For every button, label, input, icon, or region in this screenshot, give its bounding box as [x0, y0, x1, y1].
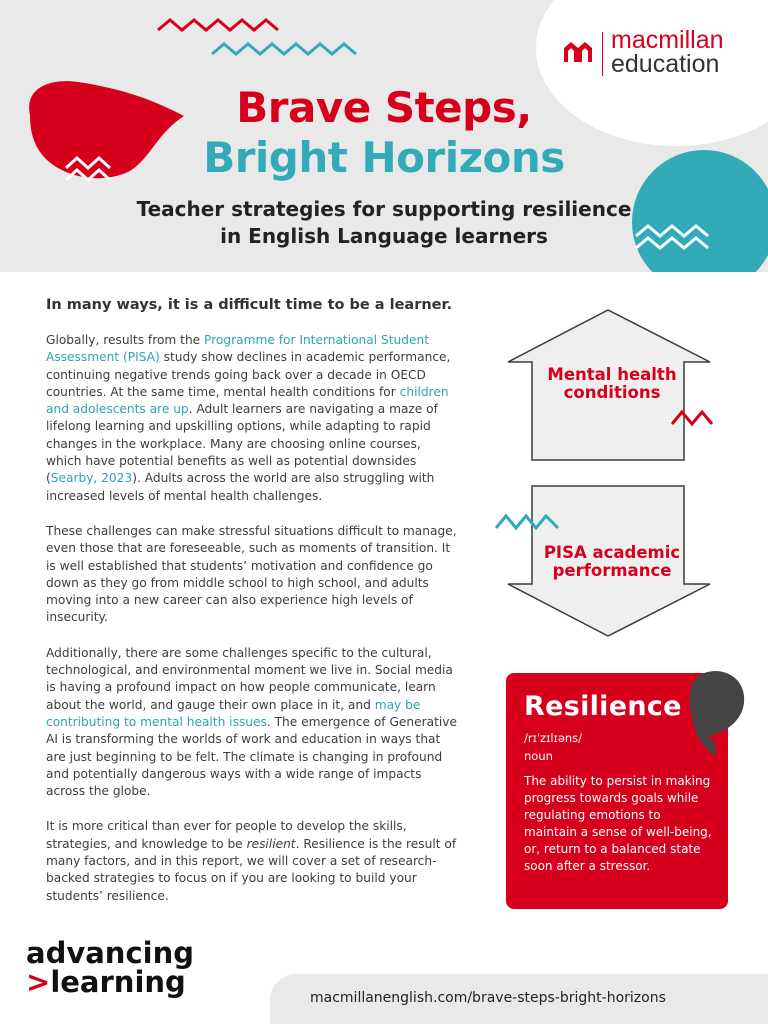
subtitle-line2: in English Language learners [220, 224, 548, 248]
tagline-line2: learning [50, 965, 186, 999]
trend-arrows [488, 306, 728, 646]
p4-text-2: . Resilience is the result of many factors, and in this report, we will cover a set of research-backed strategies to focus on if you are looking to build your students’ resilience. [46, 836, 457, 903]
logo-line2: education [611, 50, 720, 78]
card-part-of-speech: noun [524, 749, 553, 763]
up-arrow-label [518, 366, 706, 402]
p1-text-1: Globally, results from the [46, 333, 205, 347]
searby-link[interactable]: Searby, 2023 [50, 471, 133, 486]
up-label-line2: conditions [563, 383, 661, 402]
p4-emphasis: resilient [246, 836, 296, 851]
paragraph-2: These challenges can make stressful situations difficult to manage, even those that are foreseeable, such as moments of transition. It is well established that students’ motivation and confidence go down as they go from middle school to high school, and adults moving into a new career can also experience high levels of insecurity. [46, 523, 457, 625]
footer-url-link[interactable]: macmillanenglish.com/brave-steps-bright-horizons [310, 990, 666, 1006]
zigzag-red-top [158, 20, 278, 30]
subtitle [80, 196, 688, 250]
tagline-arrow: > [26, 965, 51, 999]
intro-heading: In many ways, it is a difficult time to be a learner. [46, 297, 453, 313]
card-pronunciation: /rɪˈzɪlɪəns/ [524, 731, 583, 745]
pisa-link[interactable]: Programme for International Student Assessment (PISA) [46, 333, 429, 365]
subtitle-line1: Teacher strategies for supporting resilience [136, 197, 632, 221]
p1-text-3: . Adult learners are navigating a maze of lifelong learning and upskilling options, while adapting to rapid changes in the workplace. Many are choosing online courses, which have potential benefits as well as potential downsides ( [46, 402, 438, 486]
logo-divider [602, 32, 603, 76]
mental-health-issues-link[interactable]: may be contributing to mental health issues [46, 697, 421, 729]
up-label-line1: Mental health [547, 365, 677, 384]
paragraph-3 [46, 645, 458, 801]
title-line1: Brave Steps, [236, 83, 532, 132]
p1-text-2: study show declines in academic performance, continuing negative trends going back over a decade in OECD countries. At the same time, mental health conditions for [46, 350, 451, 399]
speech-bubble-icon [688, 666, 748, 758]
trend-arrows-graphic [488, 306, 728, 646]
tagline-line2-wrap [26, 965, 194, 999]
card-definition: The ability to persist in making progress towards goals while regulating emotions to maintain a sense of well-being, or, return to a balanced state soon after a stressor. [524, 774, 712, 873]
down-label-line1: PISA academic [543, 543, 681, 562]
down-label-line2: performance [552, 561, 672, 580]
p4-text-1: It is more critical than ever for people to develop the skills, strategies, and knowledge to be [46, 819, 407, 851]
p1-text-4: ). Adults across the world are also struggling with increased levels of mental health challenges. [46, 471, 435, 503]
macmillan-logo-icon [562, 32, 596, 74]
macmillan-logo [562, 28, 724, 76]
logo-wordmark [611, 28, 724, 76]
header-banner [0, 0, 768, 272]
p3-text-1: Additionally, there are some challenges specific to the cultural, technological, and environmental moment we live in. Social media is having a profound impact on how people communicate, learn about the world, and gauge their own place in it, and [46, 645, 453, 712]
paragraph-1 [46, 332, 458, 505]
children-adolescents-link[interactable]: children and adolescents are up [46, 384, 449, 417]
card-title: Resilience [524, 691, 682, 722]
main-article [46, 296, 458, 923]
logo-line1: macmillan [611, 26, 724, 54]
down-arrow-label [518, 544, 706, 580]
tagline-line1: advancing [26, 936, 194, 970]
advancing-learning-tagline [26, 936, 194, 999]
footer-bar [270, 974, 768, 1024]
p3-text-2: . The emergence of Generative AI is transforming the worlds of work and education in ways that are just beginning to be felt. The climate is changing in profound and potentially dangerous ways with a wide range of impacts across the globe. [46, 714, 457, 799]
paragraph-4 [46, 818, 458, 904]
title-line2: Bright Horizons [203, 133, 565, 182]
zigzag-teal-top [212, 44, 356, 54]
